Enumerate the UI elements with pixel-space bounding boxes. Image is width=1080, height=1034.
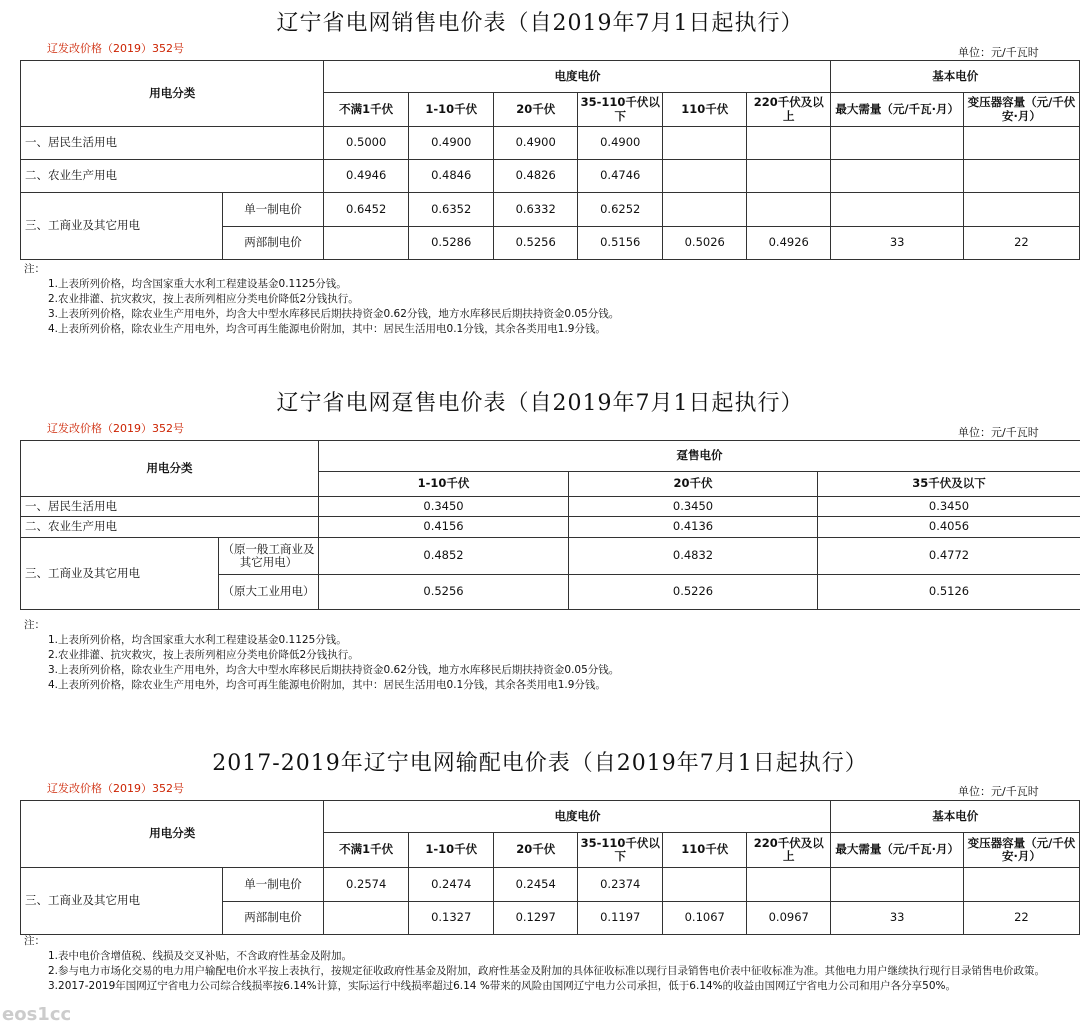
note-item: 4.上表所列价格，除农业生产用电外，均含可再生能源电价附加，其中：居民生活用电0.1分钱，其余各类用电1.9分钱。: [48, 323, 606, 335]
price-cell: [663, 127, 746, 160]
header-energy-price: 电度电价: [324, 61, 831, 93]
price-cell: 0.6352: [408, 193, 494, 227]
header-energy-price: 电度电价: [324, 801, 831, 833]
price-cell: 0.5226: [569, 575, 818, 610]
note-item: 2.参与电力市场化交易的电力用户输配电价水平按上表执行，按规定征收政府性基金及附加，政府性基金及附加的具体征收标准以现行目录销售电价表中征收标准为准。其他电力用户继续执行现行目录销售电价政策。: [48, 965, 1046, 977]
col-header: 35-110千伏以下: [577, 93, 663, 127]
price-cell: 0.4852: [319, 538, 569, 575]
price-cell: 0.5026: [663, 227, 746, 260]
table1-doc-number: 辽发改价格（2019）352号: [47, 42, 184, 55]
col-header: 20千伏: [569, 472, 818, 497]
row-label: 一、居民生活用电: [21, 497, 319, 517]
header-basic-price: 基本电价: [831, 801, 1080, 833]
price-cell: [746, 193, 831, 227]
row-label: 三、工商业及其它用电: [21, 193, 223, 260]
price-cell: 0.5256: [494, 227, 577, 260]
transformer-cell: 22: [963, 227, 1079, 260]
watermark-logo: eos1cc: [2, 1004, 72, 1025]
col-header-max-demand: 最大需量（元/千瓦·月）: [831, 93, 963, 127]
col-header: 1-10千伏: [408, 93, 494, 127]
price-cell: 0.3450: [319, 497, 569, 517]
price-cell: [963, 160, 1079, 193]
note-item: 4.上表所列价格，除农业生产用电外，均含可再生能源电价附加，其中：居民生活用电0.1分钱，其余各类用电1.9分钱。: [48, 679, 606, 691]
price-cell: 0.2574: [324, 868, 409, 902]
col-header: 1-10千伏: [408, 833, 494, 868]
table-row: [21, 517, 1080, 538]
col-header: 220千伏及以上: [746, 833, 831, 868]
table-row: [21, 497, 1080, 517]
table1-notes: [22, 262, 1074, 337]
note-item: 3.上表所列价格，除农业生产用电外，均含大中型水库移民后期扶持资金0.62分钱，地方水库移民后期扶持资金0.05分钱。: [48, 308, 620, 320]
price-cell: [663, 868, 746, 902]
row-sublabel: 两部制电价: [222, 227, 324, 260]
table-row: [21, 193, 1080, 227]
price-cell: 0.1297: [494, 902, 577, 935]
price-cell: 0.4946: [324, 160, 409, 193]
price-cell: 0.1067: [663, 902, 746, 935]
header-category: 用电分类: [21, 801, 324, 868]
col-header: 20千伏: [494, 833, 577, 868]
transformer-cell: 22: [963, 902, 1079, 935]
row-sublabel: 两部制电价: [222, 902, 324, 935]
table-row: [21, 160, 1080, 193]
price-cell: 0.5156: [577, 227, 663, 260]
row-sublabel: （原一般工商业及其它用电）: [219, 538, 319, 575]
row-label: 二、农业生产用电: [21, 160, 324, 193]
notes-heading: 注：: [24, 619, 45, 631]
note-item: 1.上表所列价格，均含国家重大水利工程建设基金0.1125分钱。: [48, 634, 347, 646]
col-header: 不满1千伏: [324, 93, 409, 127]
price-cell: 0.4056: [818, 517, 1080, 538]
price-cell: 0.5256: [319, 575, 569, 610]
table2-unit: 单位：元/千瓦时: [958, 426, 1039, 439]
col-header-max-demand: 最大需量（元/千瓦·月）: [831, 833, 963, 868]
table1-unit: 单位：元/千瓦时: [958, 46, 1039, 59]
table3-unit: 单位：元/千瓦时: [958, 785, 1039, 798]
price-cell: [324, 227, 409, 260]
col-header: 20千伏: [494, 93, 577, 127]
price-cell: 0.5000: [324, 127, 409, 160]
price-cell: 0.4136: [569, 517, 818, 538]
row-sublabel: （原大工业用电）: [219, 575, 319, 610]
price-cell: [746, 160, 831, 193]
table1-title: 辽宁省电网销售电价表（自2019年7月1日起执行）: [276, 11, 804, 36]
max-demand-cell: [831, 868, 963, 902]
row-sublabel: 单一制电价: [222, 868, 324, 902]
row-label: 二、农业生产用电: [21, 517, 319, 538]
price-cell: 0.4900: [577, 127, 663, 160]
table2-doc-number: 辽发改价格（2019）352号: [47, 422, 184, 435]
col-header: 110千伏: [663, 833, 746, 868]
price-cell: 0.0967: [746, 902, 831, 935]
price-cell: 0.4900: [494, 127, 577, 160]
transmission-price-table: [20, 800, 1080, 935]
notes-heading: 注：: [24, 935, 45, 947]
price-cell: 0.2454: [494, 868, 577, 902]
table-row: [21, 538, 1080, 575]
col-header: 220千伏及以上: [746, 93, 831, 127]
table2-notes: [22, 618, 1074, 693]
max-demand-cell: [831, 193, 963, 227]
col-header-transformer: 变压器容量（元/千伏安·月）: [963, 833, 1079, 868]
note-item: 2.农业排灌、抗灾救灾，按上表所列相应分类电价降低2分钱执行。: [48, 649, 359, 661]
table3-notes: [22, 934, 1074, 994]
col-header-transformer: 变压器容量（元/千伏安·月）: [963, 93, 1079, 127]
price-cell: [963, 127, 1079, 160]
price-cell: [831, 127, 963, 160]
table-row: [21, 127, 1080, 160]
price-cell: 0.4156: [319, 517, 569, 538]
table3-title: 2017-2019年辽宁电网输配电价表（自2019年7月1日起执行）: [212, 751, 868, 776]
col-header: 110千伏: [663, 93, 746, 127]
col-header: 1-10千伏: [319, 472, 569, 497]
table3-doc-number: 辽发改价格（2019）352号: [47, 782, 184, 795]
row-label: 一、居民生活用电: [21, 127, 324, 160]
header-wholesale-price: 趸售电价: [319, 441, 1080, 472]
col-header: 不满1千伏: [324, 833, 409, 868]
price-cell: 0.6452: [324, 193, 409, 227]
price-cell: 0.4772: [818, 538, 1080, 575]
price-cell: 0.1197: [577, 902, 663, 935]
price-cell: [324, 902, 409, 935]
transformer-cell: [963, 868, 1079, 902]
price-cell: [831, 160, 963, 193]
table2-title: 辽宁省电网趸售电价表（自2019年7月1日起执行）: [276, 391, 804, 416]
price-cell: 0.2474: [408, 868, 494, 902]
header-category: 用电分类: [21, 441, 319, 497]
price-cell: 0.4826: [494, 160, 577, 193]
max-demand-cell: 33: [831, 227, 963, 260]
price-cell: 0.3450: [569, 497, 818, 517]
price-cell: 0.3450: [818, 497, 1080, 517]
wholesale-price-table: [20, 440, 1080, 610]
max-demand-cell: 33: [831, 902, 963, 935]
price-cell: 0.4846: [408, 160, 494, 193]
table-row: [21, 868, 1080, 902]
row-label: 三、工商业及其它用电: [21, 868, 223, 935]
note-item: 1.表中电价含增值税、线损及交叉补贴，不含政府性基金及附加。: [48, 950, 353, 962]
price-cell: [663, 193, 746, 227]
price-cell: [746, 868, 831, 902]
header-basic-price: 基本电价: [831, 61, 1080, 93]
price-cell: 0.5286: [408, 227, 494, 260]
price-cell: [746, 127, 831, 160]
price-cell: 0.6332: [494, 193, 577, 227]
price-cell: 0.1327: [408, 902, 494, 935]
price-cell: 0.4900: [408, 127, 494, 160]
price-cell: 0.6252: [577, 193, 663, 227]
col-header: 35-110千伏以下: [577, 833, 663, 868]
price-cell: 0.4926: [746, 227, 831, 260]
note-item: 1.上表所列价格，均含国家重大水利工程建设基金0.1125分钱。: [48, 278, 347, 290]
sales-price-table: [20, 60, 1080, 260]
note-item: 3.上表所列价格，除农业生产用电外，均含大中型水库移民后期扶持资金0.62分钱，地方水库移民后期扶持资金0.05分钱。: [48, 664, 620, 676]
note-item: 3.2017-2019年国网辽宁省电力公司综合线损率按6.14%计算，实际运行中线损率超过6.14 %带来的风险由国网辽宁电力公司承担，低于6.14%的收益由国网辽宁省电力公司和用户各分享50%。: [48, 980, 956, 992]
header-category: 用电分类: [21, 61, 324, 127]
price-cell: 0.2374: [577, 868, 663, 902]
price-cell: 0.5126: [818, 575, 1080, 610]
price-cell: 0.4832: [569, 538, 818, 575]
price-cell: [663, 160, 746, 193]
notes-heading: 注：: [24, 263, 45, 275]
note-item: 2.农业排灌、抗灾救灾，按上表所列相应分类电价降低2分钱执行。: [48, 293, 359, 305]
transformer-cell: [963, 193, 1079, 227]
row-sublabel: 单一制电价: [222, 193, 324, 227]
col-header: 35千伏及以下: [818, 472, 1080, 497]
price-cell: 0.4746: [577, 160, 663, 193]
row-label: 三、工商业及其它用电: [21, 538, 219, 610]
